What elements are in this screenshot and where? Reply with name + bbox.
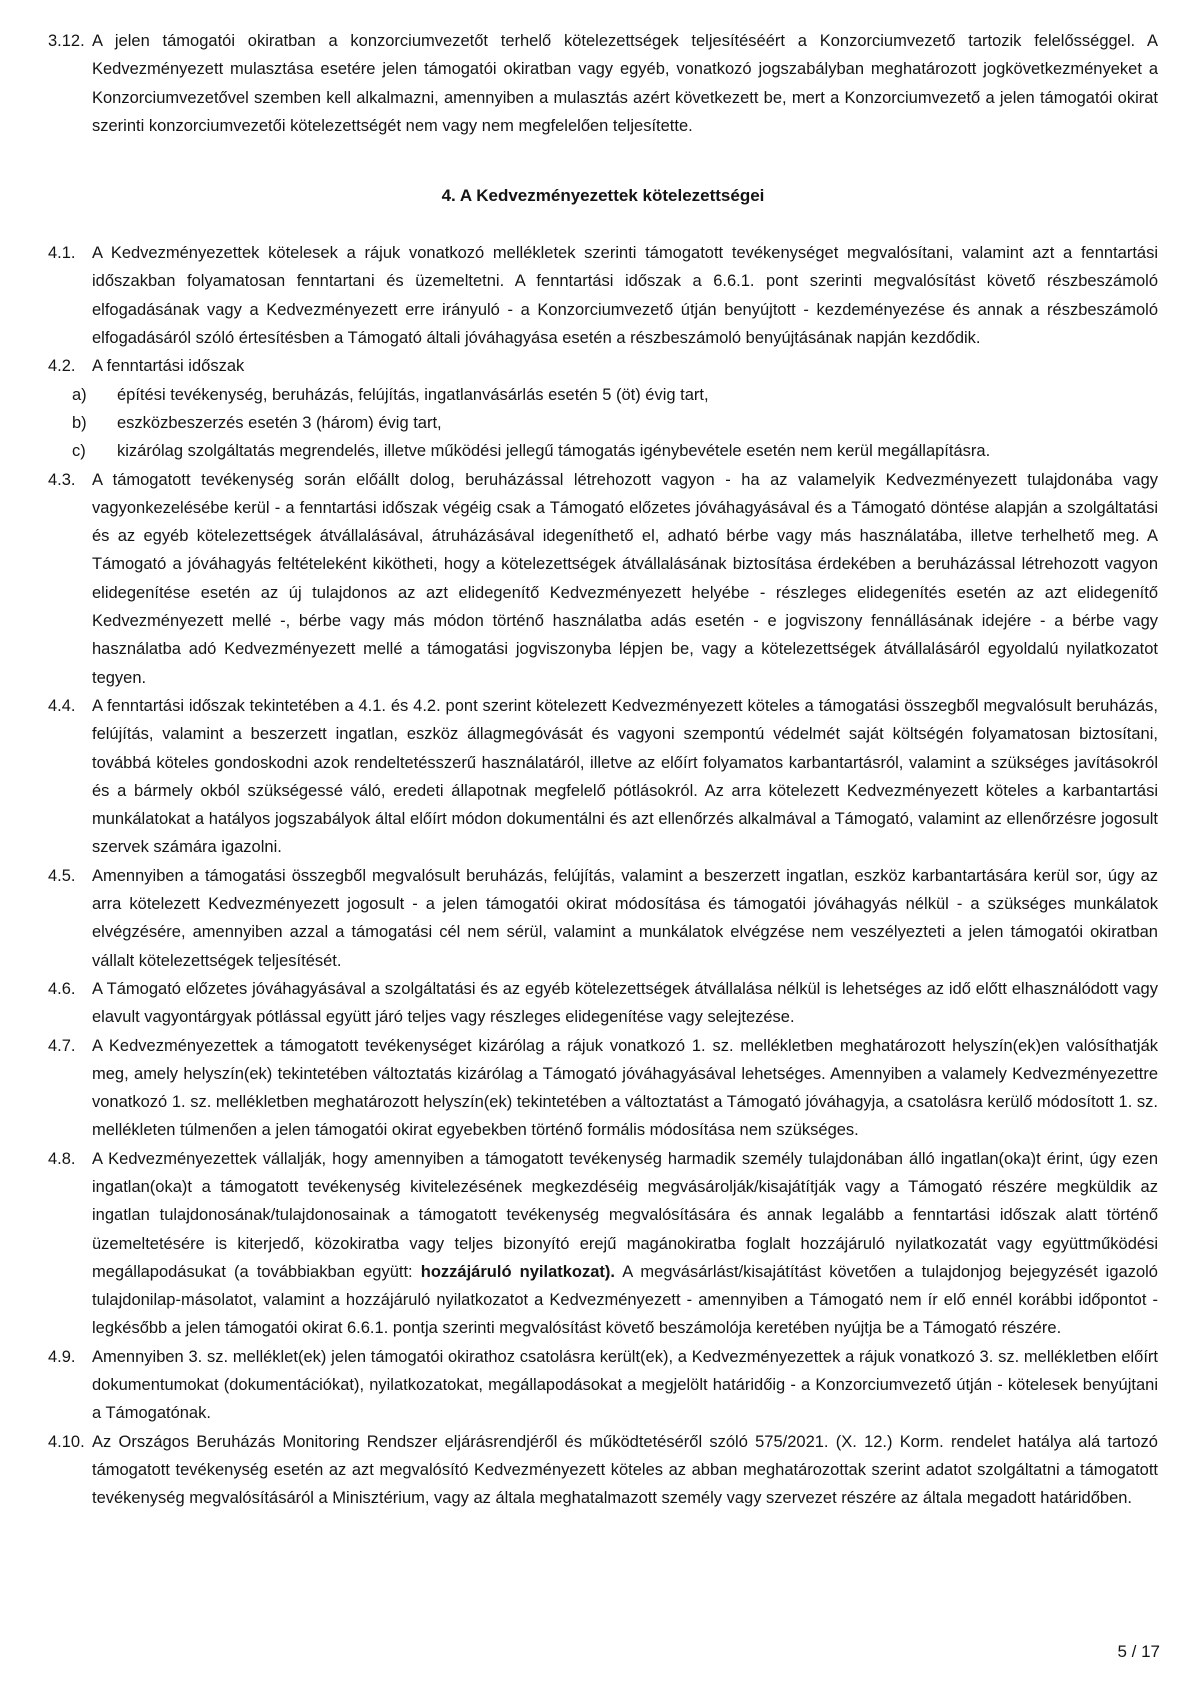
section-item-3-12 (48, 27, 1158, 140)
item-text: Az Országos Beruházás Monitoring Rendszer eljárásrendjéről és működtetéséről szóló 575/2021. (X. 12.) Korm. rendelet hatálya alá tartozó támogatott tevékenység esetén az azt megvalósító Kedvezményezett köteles az abban meghatározottak szerint adatot szolgáltatni a támogatott tevékenység megvalósításáról a Minisztérium, vagy az általa meghatalmazott személy vagy szervezet részére az általa megadott határidőben. (92, 1432, 1158, 1508)
item-number: 3.12. (48, 32, 85, 50)
document-content (48, 27, 1158, 1513)
item-number: 4.6. (48, 979, 76, 998)
item-text: A Támogató előzetes jóváhagyásával a szolgáltatási és az egyéb kötelezettségek átvállalása nélkül is lehetséges az idő előtt elhasználódott vagy elavult vagyontárgyak pótlással együtt járó teljes vagy részleges elidegenítése vagy selejtezése. (92, 979, 1158, 1027)
item-text: Amennyiben a támogatási összegből megvalósult beruházás, felújítás, valamint a beszerzett ingatlan, eszköz karbantartására kerül sor, úgy az arra kötelezett Kedvezményezett jogosult - a jelen támogatói okirat módosítása és támogatói jóváhagyás nélkül - a szükséges munkálatok elvégzésére, amennyiben azzal a támogatási cél nem sérül, valamint a munkálatok elvégzése nem veszélyezteti a jelen támogatói okiratban vállalt kötelezettségek teljesítését. (92, 866, 1158, 970)
section-item-4-7 (48, 1032, 1158, 1145)
item-text: A jelen támogatói okiratban a konzorciumvezetőt terhelő kötelezettségek teljesítéséért a Konzorciumvezető tartozik felelősséggel. A Kedvezményezett mulasztása esetére jelen támogatói okiratban vagy egyéb, vonatkozó jogszabályban meghatározott jogkövetkezményeket a Konzorciumvezetővel szemben kell alkalmazni, amennyiben a mulasztás azért következett be, mert a Konzorciumvezető a jelen támogatói okirat szerinti konzorciumvezetői kötelezettségét nem vagy nem megfelelően teljesítette. (92, 32, 1158, 135)
section-item-4-3 (48, 466, 1158, 692)
subitem-label: a) (72, 385, 87, 404)
subitem-4-2-b (72, 409, 1158, 437)
item-text: A fenntartási időszak tekintetében a 4.1. és 4.2. pont szerint kötelezett Kedvezményezett köteles a támogatási összegből megvalósult beruházás, felújítás, valamint a beszerzett ingatlan, eszköz állagmegóvását és vagyoni szempontú védelmét saját költségén folyamatosan biztosítani, továbbá köteles gondoskodni azok rendeltetésszerű használatáról, illetve az előírt folyamatos karbantartásról, valamint a szükséges javításokról és a bármely okból szükségessé váló, eredeti állapotnak megfelelő pótlásokról. Az arra kötelezett Kedvezményezett köteles a karbantartási munkálatokat a hatályos jogszabályok által előírt módon dokumentálni és azt ellenőrzés alkalmával a Támogató, valamint az ellenőrzésre jogosult szervek számára igazolni. (92, 696, 1158, 857)
item-number: 4.1. (48, 244, 76, 263)
section-item-4-8 (48, 1145, 1158, 1343)
section-item-4-10 (48, 1428, 1158, 1513)
item-text: A fenntartási időszak (92, 357, 245, 376)
item-text-run: A megvásárlást/kisajátítást követően a tulajdonjog bejegyzését igazoló tulajdonilap-másolatot, valamint a hozzájáruló nyilatkozatot a Kedvezményezett - amennyiben a Támogató nem ír elő ennél korábbi időpontot - legkésőbb a jelen támogatói okirat 6.6.1. pontja szerinti megvalósítást követő beszámolója keretében nyújtja be a Támogató részére. (92, 1262, 1158, 1338)
section-item-4-4 (48, 692, 1158, 862)
section-item-4-1 (48, 239, 1158, 352)
item-text (92, 1145, 1158, 1343)
subitem-text: eszközbeszerzés esetén 3 (három) évig tart, (117, 413, 442, 432)
section-item-4-6 (48, 975, 1158, 1032)
item-text: A Kedvezményezettek a támogatott tevékenységet kizárólag a rájuk vonatkozó 1. sz. mellékletben meghatározott helyszín(ek)en valósíthatják meg, amely helyszín(ek) tekintetében változtatás kizárólag a Támogató jóváhagyásával lehetséges. Amennyiben a valamely Kedvezményezettre vonatkozó 1. sz. mellékletben meghatározott helyszín(ek) tekintetében a változtatást a Támogató jóváhagyja, a csatolásra kerülő módosított 1. sz. mellékleten túlmenően a jelen támogatói okirat egyebekben történő formális módosítása nem szükséges. (92, 1036, 1158, 1140)
item-number: 4.7. (48, 1036, 76, 1055)
subitem-label: c) (72, 442, 86, 461)
subitem-text: kizárólag szolgáltatás megrendelés, illetve működési jellegű támogatás igénybevétele esetén nem kerül megállapításra. (117, 442, 991, 461)
section-item-4-5 (48, 862, 1158, 975)
item-text-bold-run: hozzájáruló nyilatkozat). (420, 1262, 615, 1281)
subitem-text: építési tevékenység, beruházás, felújítás, ingatlanvásárlás esetén 5 (öt) évig tart, (117, 385, 709, 404)
item-number: 4.9. (48, 1347, 76, 1366)
item-text: A támogatott tevékenység során előállt dolog, beruházással létrehozott vagyon - ha az valamelyik Kedvezményezett tulajdonába vagy vagyonkezelésébe kerül - a fenntartási időszak végéig csak a Támogató előzetes jóváhagyásával és a Támogató döntése alapján a szolgáltatási és az egyéb kötelezettségek átvállalásával, átruházásával idegeníthető el, adható bérbe vagy más használatába, illetve terhelhető meg. A Támogató a jóváhagyás feltételeként kikötheti, hogy a kötelezettségek átvállalásának biztosítása érdekében a beruházással létrehozott vagyon elidegenítése esetén az új tulajdonos az azt elidegenítő Kedvezményezett helyébe - részleges elidegenítés esetén az azt elidegenítő Kedvezményezett mellé -, bérbe vagy más módon történő használatba adás esetén - e jogviszony fennállásának idejére - a bérbe vagy használatba adó Kedvezményezett mellé a támogatási jogviszonyba lépjen be, vagy a kötelezettségek átvállalásáról egyoldalú nyilatkozatot tegyen. (92, 470, 1158, 687)
section-heading: 4. A Kedvezményezettek kötelezettségei (441, 186, 765, 206)
subitem-label: b) (72, 413, 87, 432)
section-item-4-9 (48, 1343, 1158, 1428)
item-text-run: A Kedvezményezettek vállalják, hogy amennyiben a támogatott tevékenység harmadik személy tulajdonában álló ingatlan(oka)t érint, úgy ezen ingatlan(oka)t a támogatott tevékenység kivitelezésének megkezdéséig megvásárolják/kisajátítják vagy a Támogató részére megküldik az ingatlan tulajdonosának/tulajdonosainak a támogatott tevékenység megvalósítására és annak legalább a fenntartási időszak alatt történő üzemeltetésére is kiterjedő, közokiratba vagy teljes bizonyító erejű magánokiratba foglalt hozzájáruló nyilatkozatát vagy együttműködési megállapodásukat (a továbbiakban együtt: (92, 1149, 1158, 1281)
item-text: A Kedvezményezettek kötelesek a rájuk vonatkozó mellékletek szerinti támogatott tevékenységet megvalósítani, valamint azt a fenntartási időszakban folyamatosan fenntartani és üzemeltetni. A fenntartási időszak a 6.6.1. pont szerinti megvalósítást követő részbeszámoló elfogadásának vagy a Kedvezményezett erre irányuló - a Konzorciumvezető útján benyújtott - kezdeményezése és annak a részbeszámoló elfogadásáról szóló értesítésben a Támogató általi jóváhagyása esetén a részbeszámoló benyújtásának napján kezdődik. (92, 244, 1158, 348)
item-number: 4.3. (48, 470, 76, 489)
subitem-4-2-a (72, 381, 1158, 409)
item-text: Amennyiben 3. sz. melléklet(ek) jelen támogatói okirathoz csatolásra került(ek), a Kedvezményezettek a rájuk vonatkozó 3. sz. mellékletben előírt dokumentumokat (dokumentációkat), nyilatkozatokat, megállapodásokat a megjelölt határidőig - a Konzorciumvezető útján - kötelesek benyújtani a Támogatónak. (92, 1347, 1158, 1423)
item-number: 4.10. (48, 1432, 85, 1451)
item-number: 4.5. (48, 866, 76, 885)
section-item-4-2 (48, 352, 1158, 380)
subitem-4-2-c (72, 437, 1158, 465)
item-number: 4.4. (48, 696, 76, 715)
page-number: 5 / 17 (1117, 1642, 1160, 1661)
item-number: 4.2. (48, 357, 76, 376)
item-number: 4.8. (48, 1149, 76, 1168)
